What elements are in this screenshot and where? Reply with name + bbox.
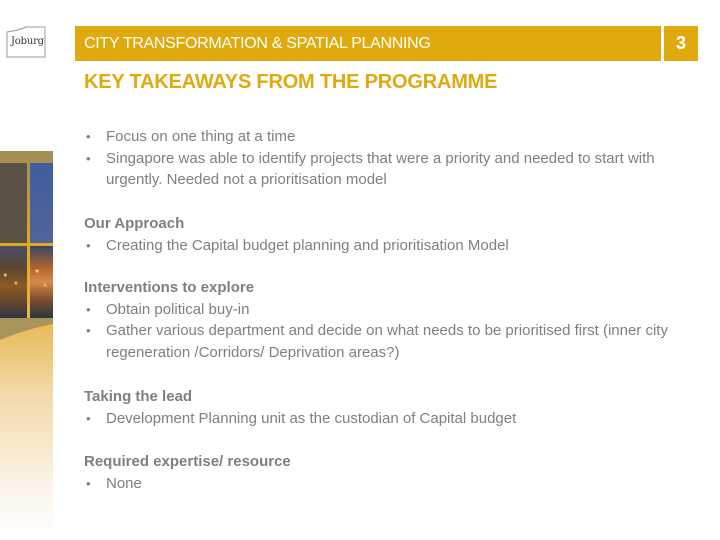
section-taking-the-lead (84, 386, 684, 429)
bullet-icon: • (86, 475, 91, 491)
bullet-icon: • (86, 150, 91, 166)
section-our-approach (84, 213, 684, 256)
joburg-logo (6, 26, 46, 58)
header-bar (75, 26, 661, 61)
bullet-item: • None (84, 473, 684, 495)
page-number-box (664, 26, 698, 61)
city-skyline-image (0, 163, 53, 318)
city-lights (0, 259, 53, 299)
bullet-icon: • (86, 410, 91, 426)
section-heading: Taking the lead (84, 388, 193, 405)
image-tile (30, 163, 53, 243)
bullet-item: • Singapore was able to identify projects that were a priority and needed to start with urgently. Needed not a prioritisation model (86, 149, 655, 188)
bullet-icon: • (86, 301, 91, 317)
wave-shape-icon (0, 318, 53, 358)
bullet-item: • Creating the Capital budget planning and prioritisation Model (84, 235, 684, 257)
section-heading: Required expertise/ resource (84, 453, 291, 470)
image-tile (0, 163, 27, 243)
section-interventions (84, 277, 684, 363)
bullet-item: • Focus on one thing at a time (84, 126, 684, 148)
header-title: CITY TRANSFORMATION & SPATIAL PLANNING (84, 34, 431, 52)
intro-bullets (84, 126, 684, 191)
section-required-expertise (84, 451, 684, 494)
bullet-icon: • (86, 237, 91, 253)
section-heading: Our Approach (84, 215, 185, 232)
logo-text: Joburg (11, 36, 44, 47)
bullet-item: • Obtain political buy-in (84, 299, 684, 321)
bullet-icon: • (86, 129, 91, 144)
page-number: 3 (675, 33, 686, 53)
bullet-item: • Gather various department and decide on what needs to be prioritised first (inner city regeneration /Corridors/ Deprivation areas?) (86, 322, 668, 361)
slide-title: KEY TAKEAWAYS FROM THE PROGRAMME (84, 71, 498, 93)
section-heading: Interventions to explore (84, 279, 255, 296)
bullet-icon: • (86, 323, 91, 338)
bullet-item: • Development Planning unit as the custodian of Capital budget (84, 408, 684, 430)
